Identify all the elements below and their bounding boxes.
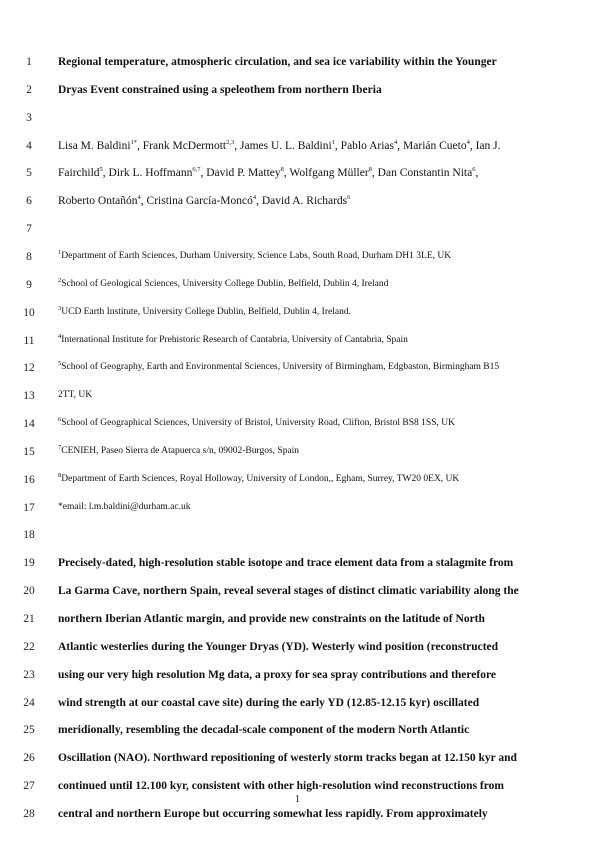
affiliation-marker: 4 bbox=[394, 138, 398, 146]
line-number: 13 bbox=[23, 390, 35, 403]
text-run: Department of Earth Sciences, Durham University, Science Labs, South Road, Durham DH1 3LE, UK bbox=[61, 250, 452, 261]
line-text bbox=[58, 304, 351, 317]
text-run: Department of Earth Sciences, Royal Holloway, University of London,, Egham, Surrey, TW20 0EX, UK bbox=[61, 473, 460, 484]
line-number: 26 bbox=[23, 752, 35, 765]
line-text bbox=[58, 724, 469, 736]
text-run: Roberto Ontañón bbox=[58, 195, 138, 208]
line-text bbox=[58, 557, 513, 569]
affiliation-marker: 6 bbox=[347, 194, 351, 202]
text-run: School of Geological Sciences, University College Dublin, Belfield, Dublin 4, Ireland bbox=[61, 278, 389, 289]
line-text bbox=[58, 780, 504, 792]
affiliation-marker: 3 bbox=[58, 304, 62, 312]
line-number: 8 bbox=[26, 250, 32, 263]
line-number: 2 bbox=[26, 83, 32, 96]
text-run: Atlantic westerlies during the Younger Dryas (YD). Westerly wind position (reconstructed bbox=[58, 640, 499, 653]
text-run: , Pablo Arias bbox=[334, 139, 395, 152]
text-run: Lisa M. Baldini bbox=[58, 139, 131, 152]
affiliation-marker: 1 bbox=[331, 138, 335, 146]
text-run: CENIEH, Paseo Sierra de Atapuerca s/n, 09002-Burgos, Spain bbox=[61, 445, 300, 456]
line-number: 11 bbox=[23, 334, 35, 347]
line-text bbox=[58, 84, 382, 96]
line-text bbox=[58, 808, 488, 820]
line-text bbox=[58, 502, 190, 512]
line-number: 28 bbox=[23, 807, 35, 820]
line-text bbox=[58, 248, 452, 261]
text-run: International Institute for Prehistoric Research of Cantabria, University of Cantabria, Spain bbox=[61, 334, 408, 345]
line-number: 22 bbox=[23, 640, 35, 653]
affiliation-marker: 8 bbox=[280, 166, 284, 174]
affiliation-marker: 2 bbox=[58, 276, 62, 284]
line-number: 6 bbox=[26, 195, 32, 208]
text-run: School of Geography, Earth and Environmental Sciences, University of Birmingham, Edgbaston, Birmingham B15 bbox=[61, 362, 500, 373]
line-number: 25 bbox=[23, 724, 35, 737]
affiliation-marker: 5 bbox=[58, 360, 62, 368]
line-number: 24 bbox=[23, 696, 35, 709]
line-number: 10 bbox=[23, 306, 35, 319]
line-text bbox=[58, 585, 519, 597]
affiliation-marker: 5 bbox=[99, 166, 103, 174]
line-text bbox=[58, 443, 300, 456]
line-text bbox=[58, 390, 92, 400]
text-run: Precisely-dated, high-resolution stable isotope and trace element data from a stalagmite from bbox=[58, 557, 514, 570]
text-run: using our very high resolution Mg data, a proxy for sea spray contributions and therefore bbox=[58, 668, 496, 681]
text-run: , Dirk L. Hoffmann bbox=[102, 167, 193, 180]
line-text bbox=[58, 613, 485, 625]
line-number: 20 bbox=[23, 585, 35, 598]
line-number: 18 bbox=[23, 529, 35, 542]
text-run: Dryas Event constrained using a speleothem from northern Iberia bbox=[58, 83, 382, 96]
line-text bbox=[58, 332, 408, 345]
line-number: 1 bbox=[26, 56, 32, 68]
affiliation-marker: 6 bbox=[472, 166, 476, 174]
text-run: continued until 12.100 kyr, consistent with other high-resolution wind reconstructions from bbox=[58, 780, 504, 793]
text-run: School of Geographical Sciences, University of Bristol, University Road, Clifton, Bristol BS8 1SS, UK bbox=[61, 418, 455, 429]
text-run: meridionally, resembling the decadal-scale component of the modern North Atlantic bbox=[58, 724, 470, 737]
text-run: 2TT, UK bbox=[58, 390, 93, 401]
line-text bbox=[58, 669, 496, 681]
line-number: 23 bbox=[23, 668, 35, 681]
text-run: Oscillation (NAO). Northward repositioning of westerly storm tracks began at 12.150 kyr and bbox=[58, 752, 517, 765]
line-number: 21 bbox=[23, 613, 35, 625]
line-text bbox=[58, 415, 455, 429]
affiliation-marker: 6,7 bbox=[192, 166, 201, 174]
text-run: , Cristina García-Moncó bbox=[140, 195, 253, 208]
line-text bbox=[58, 362, 499, 372]
affiliation-marker: 4 bbox=[58, 332, 62, 340]
text-run: , Marián Cueto bbox=[397, 139, 467, 152]
text-run: , James U. L. Baldini bbox=[234, 139, 332, 152]
line-number: 15 bbox=[23, 445, 35, 458]
text-run: , Wolfgang Müller bbox=[283, 167, 369, 180]
text-run: , Dan Constantin Nita bbox=[371, 167, 473, 180]
line-text bbox=[58, 641, 498, 653]
text-run: , Ian J. bbox=[469, 139, 501, 152]
text-run: , David A. Richards bbox=[256, 195, 348, 208]
text-run: , Frank McDermott bbox=[137, 139, 227, 152]
text-run: , bbox=[475, 167, 479, 180]
text-run: wind strength at our coastal cave site) during the early YD (12.85-12.15 kyr) oscillated bbox=[58, 696, 480, 709]
line-number: 17 bbox=[23, 501, 35, 514]
line-number: 27 bbox=[23, 780, 35, 793]
text-run: UCD Earth Institute, University College Dublin, Belfield, Dublin 4, Ireland. bbox=[61, 306, 351, 317]
line-text bbox=[58, 140, 501, 152]
affiliation-marker: 7 bbox=[58, 443, 62, 451]
line-number: 7 bbox=[26, 223, 32, 236]
affiliation-marker: 4 bbox=[252, 194, 257, 202]
affiliation-marker: 4 bbox=[466, 138, 470, 146]
text-run: , David P. Mattey bbox=[200, 167, 281, 180]
line-number: 3 bbox=[26, 111, 32, 124]
line-text bbox=[58, 167, 478, 179]
affiliation-marker: 8 bbox=[58, 471, 62, 479]
affiliation-marker: 2,3 bbox=[226, 138, 235, 146]
line-text bbox=[58, 752, 517, 764]
text-run: Fairchild bbox=[58, 167, 100, 180]
line-number: 16 bbox=[23, 473, 35, 486]
line-text bbox=[58, 697, 479, 709]
line-text bbox=[58, 56, 497, 68]
text-run: *email: l.m.baldini@durham.ac.uk bbox=[58, 501, 191, 512]
page-number: 1 bbox=[295, 794, 300, 805]
line-text bbox=[58, 276, 389, 289]
line-number: 4 bbox=[26, 139, 32, 152]
text-run: Regional temperature, atmospheric circulation, and sea ice variability within the Younger bbox=[58, 56, 497, 68]
line-number: 5 bbox=[26, 167, 32, 180]
affiliation-marker: 6 bbox=[58, 415, 62, 423]
affiliation-marker: 8 bbox=[368, 166, 372, 174]
affiliation-marker: 4 bbox=[137, 194, 141, 202]
line-text bbox=[58, 471, 460, 484]
text-run: northern Iberian Atlantic margin, and provide new constraints on the latitude of North bbox=[58, 613, 485, 625]
text-run: La Garma Cave, northern Spain, reveal several stages of distinct climatic variability along the bbox=[58, 585, 519, 598]
line-number: 9 bbox=[26, 278, 32, 291]
line-number: 19 bbox=[23, 557, 35, 570]
line-number: 14 bbox=[23, 418, 35, 431]
line-text bbox=[58, 195, 350, 207]
affiliation-marker: 1* bbox=[130, 138, 138, 146]
line-number: 12 bbox=[23, 362, 35, 375]
text-run: central and northern Europe but occurring somewhat less rapidly. From approximately bbox=[58, 807, 488, 820]
affiliation-marker: 1 bbox=[58, 248, 62, 256]
